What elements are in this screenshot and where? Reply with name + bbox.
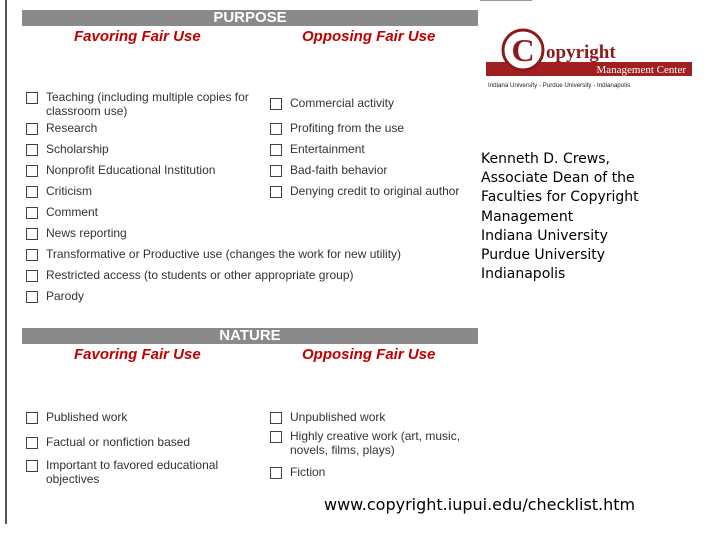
checkbox[interactable] bbox=[270, 98, 282, 110]
author-line: Indianapolis bbox=[481, 266, 566, 283]
nature-opposing-item: Highly creative work (art, music, novels, films, plays) bbox=[270, 429, 470, 457]
purpose-favoring-item: Transformative or Productive use (changes the work for new utility) bbox=[26, 247, 401, 261]
author-line: Purdue University bbox=[481, 247, 606, 264]
purpose-favoring-item: Parody bbox=[26, 289, 84, 303]
logo-tagline: Indiana University - Purdue University - Indianapolis bbox=[488, 82, 631, 89]
purpose-favoring-item: News reporting bbox=[26, 226, 127, 240]
nature-opposing-heading: Opposing Fair Use bbox=[302, 346, 436, 363]
checkbox[interactable] bbox=[270, 467, 282, 479]
checkbox[interactable] bbox=[26, 270, 38, 282]
checkbox[interactable] bbox=[26, 186, 38, 198]
checkbox[interactable] bbox=[270, 123, 282, 135]
nature-section-bar: NATURE bbox=[22, 328, 478, 344]
purpose-favoring-heading: Favoring Fair Use bbox=[74, 28, 201, 45]
nature-favoring-item: Factual or nonfiction based bbox=[26, 435, 190, 449]
nature-favoring-item: Important to favored educational objectives bbox=[26, 458, 226, 486]
checkbox[interactable] bbox=[270, 431, 282, 443]
checkbox[interactable] bbox=[26, 437, 38, 449]
purpose-opposing-item: Entertainment bbox=[270, 142, 365, 156]
logo-letter: C bbox=[511, 32, 535, 68]
nature-opposing-item: Fiction bbox=[270, 465, 325, 479]
author-line: Kenneth D. Crews, bbox=[481, 151, 610, 167]
checkbox[interactable] bbox=[270, 412, 282, 424]
copyright-management-center-logo bbox=[486, 26, 692, 90]
checkbox[interactable] bbox=[270, 186, 282, 198]
purpose-section-bar: PURPOSE bbox=[22, 10, 478, 26]
purpose-favoring-item: Research bbox=[26, 121, 97, 135]
purpose-favoring-item: Scholarship bbox=[26, 142, 109, 156]
checkbox[interactable] bbox=[26, 412, 38, 424]
purpose-opposing-item: Bad-faith behavior bbox=[270, 163, 387, 177]
author-line: Associate Dean of the bbox=[481, 170, 635, 187]
purpose-favoring-item: Criticism bbox=[26, 184, 92, 198]
checkbox[interactable] bbox=[270, 144, 282, 156]
nature-opposing-item: Unpublished work bbox=[270, 410, 385, 424]
purpose-favoring-item: Comment bbox=[26, 205, 98, 219]
purpose-opposing-item: Profiting from the use bbox=[270, 121, 404, 135]
checkbox[interactable] bbox=[26, 228, 38, 240]
author-line: Management bbox=[481, 208, 574, 225]
checkbox[interactable] bbox=[26, 291, 38, 303]
page-left-rule bbox=[5, 0, 7, 524]
author-line: Indiana University bbox=[481, 227, 608, 244]
page-top-rule bbox=[480, 0, 532, 1]
checkbox[interactable] bbox=[26, 92, 38, 104]
purpose-opposing-item: Denying credit to original author bbox=[270, 184, 459, 198]
checkbox[interactable] bbox=[26, 460, 38, 472]
nature-favoring-heading: Favoring Fair Use bbox=[74, 346, 201, 363]
logo-band-text: Management Center bbox=[596, 64, 686, 76]
author-block bbox=[481, 150, 717, 284]
logo-word: opyright bbox=[546, 42, 616, 63]
checkbox[interactable] bbox=[26, 165, 38, 177]
nature-favoring-item: Published work bbox=[26, 410, 127, 424]
purpose-opposing-item: Commercial activity bbox=[270, 96, 394, 110]
checkbox[interactable] bbox=[26, 249, 38, 261]
checklist-url[interactable]: www.copyright.iupui.edu/checklist.htm bbox=[324, 495, 636, 514]
checkbox[interactable] bbox=[26, 144, 38, 156]
checkbox[interactable] bbox=[26, 123, 38, 135]
checkbox[interactable] bbox=[270, 165, 282, 177]
purpose-favoring-item: Nonprofit Educational Institution bbox=[26, 163, 215, 177]
purpose-favoring-item: Teaching (including multiple copies for classroom use) bbox=[26, 90, 256, 118]
purpose-favoring-item: Restricted access (to students or other appropriate group) bbox=[26, 268, 354, 282]
purpose-opposing-heading: Opposing Fair Use bbox=[302, 28, 436, 45]
author-line: Faculties for Copyright bbox=[481, 189, 639, 206]
checkbox[interactable] bbox=[26, 207, 38, 219]
